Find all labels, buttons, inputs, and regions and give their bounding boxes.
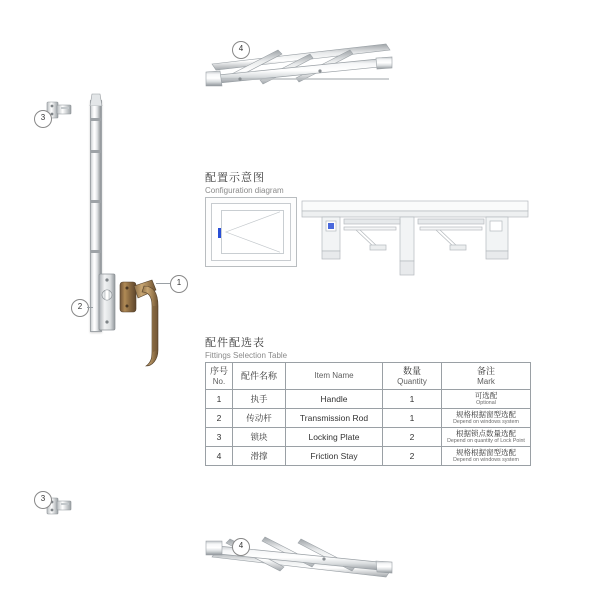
row3-mark-en: Depend on quantity of Lock Point <box>447 438 525 444</box>
row2-mark-en: Depend on windows system <box>453 419 519 425</box>
row3-qty: 2 <box>383 428 442 447</box>
fittings-title-cn: 配件配选表 <box>205 337 265 349</box>
configuration-diagram-title <box>205 169 284 195</box>
header-no <box>206 363 233 390</box>
row1-qty: 1 <box>383 390 442 409</box>
window-handle <box>118 272 174 370</box>
row1-mark <box>442 390 531 409</box>
header-name-en: Item Name <box>314 371 354 380</box>
callout-friction-stay-bottom: 4 <box>232 538 250 556</box>
rod-top-cap <box>86 92 106 106</box>
table-row <box>206 409 531 428</box>
row3-name-cn: 锁块 <box>233 428 286 447</box>
friction-stay-bottom-illustration <box>200 535 395 585</box>
configuration-title-cn: 配置示意图 <box>205 172 265 184</box>
callout-transmission-rod: 2 <box>71 299 89 317</box>
table-row <box>206 447 531 466</box>
rod-notch <box>91 250 101 253</box>
table-row <box>206 428 531 447</box>
row4-name-en: Friction Stay <box>286 447 383 466</box>
rod-notch <box>91 118 101 121</box>
header-no-en: No. <box>212 376 226 386</box>
row4-no: 4 <box>206 447 233 466</box>
configuration-title-en: Configuration diagram <box>205 186 284 195</box>
header-item-name-en <box>286 363 383 390</box>
row3-mark <box>442 428 531 447</box>
callout-locking-plate-top: 3 <box>34 110 52 128</box>
window-elevation-diagram <box>205 197 297 267</box>
window-section-detail <box>300 197 530 277</box>
header-mark-en: Mark <box>477 376 495 386</box>
header-qty-en: Quantity <box>397 376 427 386</box>
fittings-selection-table <box>205 362 531 466</box>
row1-name-cn: 执手 <box>233 390 286 409</box>
header-mark <box>442 363 531 390</box>
row4-mark-en: Depend on windows system <box>453 457 519 463</box>
header-qty-cn: 数量 <box>402 365 421 376</box>
header-mark-cn: 备注 <box>476 365 495 376</box>
row2-no: 2 <box>206 409 233 428</box>
header-quantity <box>383 363 442 390</box>
rod-notch <box>91 200 101 203</box>
sash-open-direction <box>222 211 283 253</box>
rod-notch <box>91 150 101 153</box>
rod-leader-line <box>87 307 93 308</box>
window-sash <box>221 210 284 254</box>
row1-mark-en: Optional <box>476 400 496 406</box>
header-name-cn: 配件名称 <box>240 370 277 381</box>
row2-qty: 1 <box>383 409 442 428</box>
row1-name-en: Handle <box>286 390 383 409</box>
row4-mark <box>442 447 531 466</box>
header-item-name-cn <box>233 363 286 390</box>
row2-name-en: Transmission Rod <box>286 409 383 428</box>
fittings-title-en: Fittings Selection Table <box>205 351 288 360</box>
row4-mark-cn: 规格根据窗型选配 <box>456 448 516 457</box>
elevation-handle-marker <box>218 228 221 238</box>
row1-no: 1 <box>206 390 233 409</box>
row3-name-en: Locking Plate <box>286 428 383 447</box>
row4-qty: 2 <box>383 447 442 466</box>
row2-mark-cn: 规格根据窗型选配 <box>456 410 516 419</box>
header-no-cn: 序号 <box>209 365 228 376</box>
table-header-row <box>206 363 531 390</box>
handle-leader-line <box>156 283 170 284</box>
row1-mark-cn: 可选配 <box>474 391 498 400</box>
row3-mark-cn: 根据锁点数量选配 <box>456 429 516 438</box>
callout-handle: 1 <box>170 275 188 293</box>
callout-locking-plate-bottom: 3 <box>34 491 52 509</box>
row4-name-cn: 滑撑 <box>233 447 286 466</box>
table-row <box>206 390 531 409</box>
window-frame <box>211 203 291 261</box>
friction-stay-top-illustration <box>200 38 395 88</box>
row3-no: 3 <box>206 428 233 447</box>
row2-name-cn: 传动杆 <box>233 409 286 428</box>
row2-mark <box>442 409 531 428</box>
callout-friction-stay-top: 4 <box>232 41 250 59</box>
fittings-table-title <box>205 334 287 360</box>
